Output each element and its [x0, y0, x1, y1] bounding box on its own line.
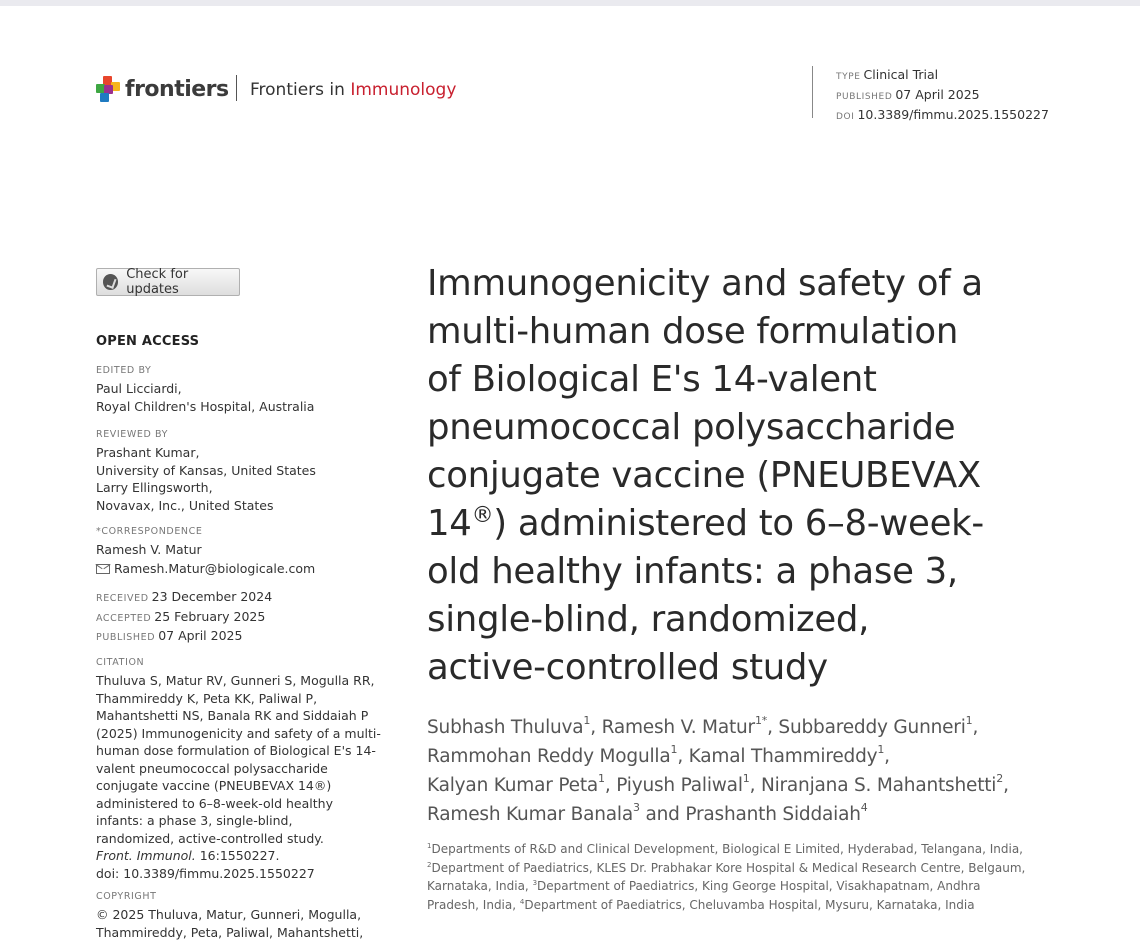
citation-line: administered to 6–8-week-old healthy	[96, 795, 333, 811]
citation-line: Thuluva S, Matur RV, Gunneri S, Mogulla RR,	[96, 673, 375, 688]
reviewed-by-section: REVIEWED BY Prashant Kumar, University of Kansas, United States Larry Ellingsworth, Novavax, Inc., United States	[96, 428, 386, 514]
title-line: active-controlled study	[427, 647, 828, 688]
reviewer-affiliation: University of Kansas, United States	[96, 462, 316, 478]
top-bar	[0, 0, 1140, 6]
author-name[interactable]: Subhash Thuluva	[427, 717, 584, 738]
logo-divider	[236, 75, 237, 101]
affiliation-text: Departments of R&D and Clinical Development, Biological E Limited, Hyderabad, Telangana, India,	[431, 842, 1023, 856]
author-name[interactable]: , Kamal Thammireddy	[677, 746, 878, 767]
author-name[interactable]: , Ramesh V. Matur	[590, 717, 755, 738]
affiliation-text: Department of Paediatrics, KLES Dr. Prabhakar Kore Hospital & Medical Research Centre, Belgaum,	[431, 860, 1026, 875]
citation-line: Thammireddy K, Peta KK, Paliwal P,	[96, 690, 318, 706]
author-name[interactable]: and Prashanth Siddaiah	[639, 804, 861, 825]
journal-prefix: Frontiers in	[250, 80, 345, 100]
received-date: RECEIVED 23 December 2024	[96, 589, 273, 604]
author-list: Subhash Thuluva$^1$, Ramesh V. Matur$^{1*}$, Subbareddy Gunneri$^1$, Rammohan Reddy Mogulla$^1$, Kamal Thammireddy$^1$, Kalyan Kumar Peta$^1$, Piyush Paliwal$^1$, Niranjana S. Mahantshetti$^2$, Ramesh Kumar Banala$^3$ and Prashanth Siddaiah$^4$	[427, 714, 1009, 825]
editor-name: Paul Licciardi,	[96, 381, 182, 396]
affiliations: $^1$Departments of R&D and Clinical Development, Biological E Limited, Hyderabad, Telangana, India, $^2$Department of Paediatrics, KLES Dr. Prabhakar Kore Hospital & Medical Research Centre, Belgaum, Karnataka, India, $^3$Department of Paediatrics, King George Hospital, Visakhapatnam, Andhra Pradesh, India, $^4$Department of Paediatrics, Cheluvamba Hospital, Mysuru, Karnataka, India	[427, 842, 1026, 912]
title-line: pneumococcal polysaccharide	[427, 407, 956, 448]
copyright-line: © 2025 Thuluva, Matur, Gunneri, Mogulla,	[96, 907, 362, 922]
journal-subject: Immunology	[350, 80, 457, 100]
meta-divider	[812, 66, 813, 118]
title-line: old healthy infants: a phase 3,	[427, 551, 958, 592]
correspondence-name: Ramesh V. Matur	[96, 542, 202, 557]
title-line: multi-human dose formulation	[427, 311, 959, 352]
check-updates-icon	[103, 274, 118, 290]
meta-published: PUBLISHED 07 April 2025	[836, 87, 980, 102]
citation-line: randomized, active-controlled study.	[96, 830, 324, 846]
author-name[interactable]: , Subbareddy Gunneri	[767, 717, 966, 738]
check-for-updates-button[interactable]	[96, 268, 240, 296]
citation-line: Mahantshetti NS, Banala RK and Siddaiah P	[96, 708, 369, 723]
title-line: of Biological E's 14-valent	[427, 359, 877, 400]
title-line: 14®) administered to 6–8-week-	[427, 503, 984, 544]
reviewer-name: Prashant Kumar,	[96, 445, 200, 460]
correspondence-email-link[interactable]: Ramesh.Matur@biologicale.com	[114, 560, 316, 576]
affiliation-text: Department of Paediatrics, Cheluvamba Hospital, Mysuru, Karnataka, India	[524, 897, 975, 912]
title-line: conjugate vaccine (PNEUBEVAX	[427, 455, 981, 496]
check-updates-label: Check for updates	[126, 267, 189, 297]
citation-line: conjugate vaccine (PNEUBEVAX 14®)	[96, 778, 332, 793]
author-name[interactable]: , Niranjana S. Mahantshetti	[749, 775, 997, 796]
title-line: Immunogenicity and safety of a	[427, 263, 983, 304]
edited-by-section: EDITED BY Paul Licciardi, Royal Children's Hospital, Australia	[96, 364, 386, 415]
title-line: single-blind, randomized,	[427, 599, 870, 640]
accepted-date: ACCEPTED 25 February 2025	[96, 608, 266, 624]
author-name[interactable]: , Piyush Paliwal	[604, 775, 743, 796]
logo-wordmark: frontiers	[125, 76, 229, 102]
open-access-label: OPEN ACCESS	[96, 334, 200, 349]
article-title	[427, 260, 1077, 692]
journal-name[interactable]	[250, 80, 456, 100]
reviewer-affiliation: Novavax, Inc., United States	[96, 497, 274, 513]
registered-mark: ®	[471, 503, 494, 528]
citation-journal: Front. Immunol.	[96, 848, 196, 863]
published-date: PUBLISHED 07 April 2025	[96, 628, 243, 643]
author-name[interactable]: Kalyan Kumar Peta	[427, 775, 599, 796]
citation-line: valent pneumococcal polysaccharide	[96, 760, 328, 776]
frontiers-logo-icon	[96, 76, 120, 102]
editor-affiliation: Royal Children's Hospital, Australia	[96, 398, 315, 414]
citation-section: CITATION Thuluva S, Matur RV, Gunneri S, Mogulla RR, Thammireddy K, Peta KK, Paliwal P, Mahantshetti NS, Banala RK and Siddaiah P (2025) Immunogenicity and safety of a multi- human dose formulation of Biological E's 14- valent pneumococcal polysaccharide conjugate vaccine (PNEUBEVAX 14®) administered to 6–8-week-old healthy infants: a phase 3, single-blind, randomized, active-controlled study. Front. Immunol. 16:1550227. doi: 10.3389/fimmu.2025.1550227	[96, 656, 386, 882]
citation-line: (2025) Immunogenicity and safety of a multi-	[96, 725, 381, 741]
author-name[interactable]: Ramesh Kumar Banala	[427, 804, 633, 825]
correspondence-section: *CORRESPONDENCE Ramesh V. Matur Ramesh.Matur@biologicale.com	[96, 525, 386, 577]
frontiers-logo[interactable]	[96, 75, 229, 103]
citation-volume: 16:1550227.	[195, 848, 280, 863]
citation-doi-link[interactable]: doi: 10.3389/fimmu.2025.1550227	[96, 865, 315, 881]
author-name[interactable]: Rammohan Reddy Mogulla	[427, 746, 671, 767]
article-meta	[836, 66, 1049, 126]
mail-icon	[96, 564, 110, 574]
copyright-section: COPYRIGHT © 2025 Thuluva, Matur, Gunneri, Mogulla, Thammireddy, Peta, Paliwal, Mahantshetti,	[96, 890, 386, 941]
copyright-line: Thammireddy, Peta, Paliwal, Mahantshetti,	[96, 924, 364, 940]
doi-link[interactable]: 10.3389/fimmu.2025.1550227	[857, 107, 1049, 122]
citation-line: infants: a phase 3, single-blind,	[96, 813, 293, 828]
citation-line: human dose formulation of Biological E's 14-	[96, 743, 376, 758]
meta-type: TYPE Clinical Trial	[836, 67, 939, 82]
dates-section	[96, 588, 386, 647]
meta-doi: DOI 10.3389/fimmu.2025.1550227	[836, 107, 1049, 122]
affiliation-text: Department of Paediatrics, King George Hospital, Visakhapatnam, Andhra	[537, 879, 981, 893]
reviewer-name: Larry Ellingsworth,	[96, 480, 213, 495]
